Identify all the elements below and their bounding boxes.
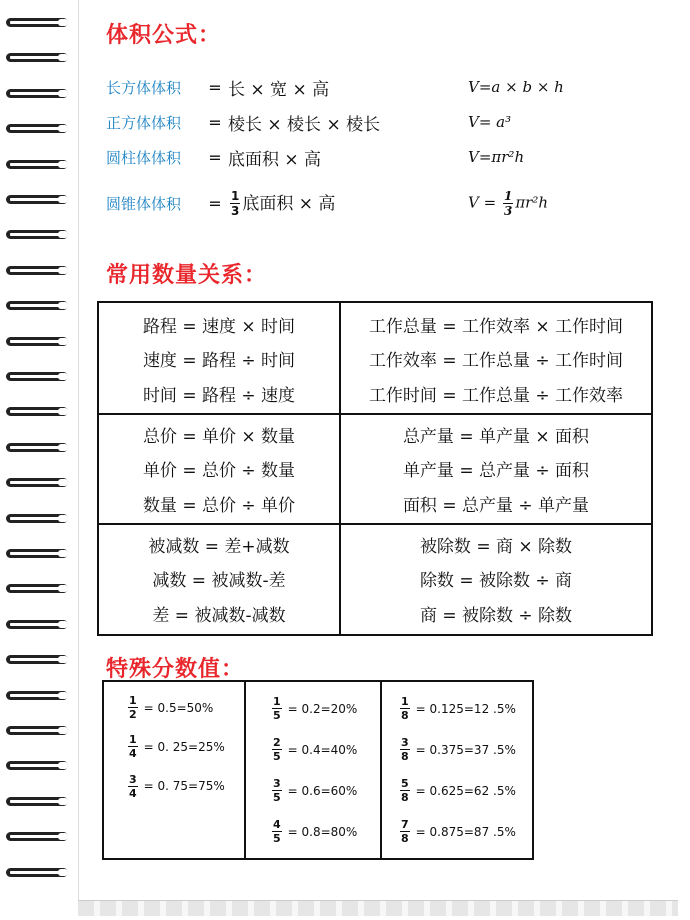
spiral-ring <box>6 549 68 559</box>
fraction <box>272 819 282 844</box>
formula-body-text: 底面积 × 高 <box>242 193 336 214</box>
relation-line: 工作总量 = 工作效率 × 工作时间 <box>368 316 624 337</box>
fraction-column-eighths <box>398 682 530 858</box>
spiral-ring <box>6 160 68 170</box>
fraction-denominator: 8 <box>401 791 409 804</box>
fraction-value: = 0.2=20% <box>287 701 358 716</box>
relation-line: 工作效率 = 工作总量 ÷ 工作时间 <box>368 351 624 372</box>
fraction-denominator: 5 <box>273 791 281 804</box>
formula-row-cube <box>106 107 666 137</box>
relation-line: 被除数 = 商 × 除数 <box>419 536 573 557</box>
relations-table <box>97 301 653 636</box>
table-divider <box>244 682 246 858</box>
relation-line: 单价 = 总价 ÷ 数量 <box>142 461 296 482</box>
formula-symbol <box>468 190 548 217</box>
fraction-denominator: 4 <box>129 786 137 800</box>
fraction-value: = 0.5=50% <box>143 700 214 715</box>
spiral-ring <box>6 655 68 665</box>
fractions-table <box>102 680 534 860</box>
spiral-ring <box>6 726 68 736</box>
spiral-ring <box>6 53 68 63</box>
relation-cell-distance <box>99 307 339 411</box>
table-divider <box>99 413 651 415</box>
relation-line: 减数 = 被减数-差 <box>152 571 286 592</box>
spiral-ring <box>6 478 68 488</box>
equals-sign: = <box>208 112 222 132</box>
spiral-ring <box>6 620 68 630</box>
spiral-ring <box>6 832 68 842</box>
formula-body: 棱长 × 棱长 × 棱长 <box>228 114 381 135</box>
relations-heading: 常用数量关系： <box>106 263 268 288</box>
fraction <box>400 819 410 844</box>
formula-name: 长方体体积 <box>106 78 182 97</box>
relation-cell-subtraction <box>99 527 339 631</box>
fraction <box>400 778 410 803</box>
symbol-text: πr²h <box>515 193 549 211</box>
fraction <box>272 696 282 721</box>
spiral-ring <box>6 443 68 453</box>
relation-cell-division <box>341 527 651 631</box>
formula-body <box>228 189 472 218</box>
formula-body: 底面积 × 高 <box>228 149 322 170</box>
relation-line: 路程 = 速度 × 时间 <box>142 316 296 337</box>
formula-row-cuboid <box>106 72 666 102</box>
relation-cell-work <box>341 307 651 411</box>
relation-line: 时间 = 路程 ÷ 速度 <box>142 386 296 407</box>
spiral-ring <box>6 195 68 205</box>
fraction-item <box>398 733 530 767</box>
fraction-numerator: 3 <box>273 777 281 790</box>
equals-sign: = <box>208 77 222 97</box>
relation-line: 面积 = 总产量 ÷ 单产量 <box>402 496 590 517</box>
fraction-numerator: 1 <box>129 733 137 747</box>
fraction <box>272 778 282 803</box>
spiral-ring <box>6 868 68 878</box>
fraction-numerator: 1 <box>401 695 409 708</box>
equals-sign: = <box>208 193 222 213</box>
spiral-ring <box>6 230 68 240</box>
equals-sign: = <box>208 147 222 167</box>
fraction-denominator: 3 <box>231 204 240 219</box>
relation-line: 被减数 = 差+减数 <box>148 536 290 557</box>
fraction-value: = 0. 25=25% <box>143 739 225 754</box>
fraction-value: = 0.6=60% <box>287 783 358 798</box>
relation-line: 工作时间 = 工作总量 ÷ 工作效率 <box>368 386 624 407</box>
fraction-denominator: 8 <box>401 709 409 722</box>
fraction <box>128 734 138 759</box>
fraction-numerator: 1 <box>231 189 240 204</box>
spiral-ring <box>6 124 68 134</box>
formula-symbol: V=a × b × h <box>468 78 564 96</box>
page-stack-edge <box>78 900 678 916</box>
spiral-ring <box>6 18 68 28</box>
spiral-ring <box>6 584 68 594</box>
fraction-denominator: 5 <box>273 750 281 763</box>
fraction-value: = 0.8=80% <box>287 824 358 839</box>
spiral-ring <box>6 89 68 99</box>
fraction-item <box>398 774 530 808</box>
fraction <box>128 695 138 720</box>
fraction-value: = 0.875=87 .5% <box>415 824 516 839</box>
fraction-value: = 0. 75=75% <box>143 779 225 794</box>
fraction-denominator: 5 <box>273 709 281 722</box>
spiral-ring <box>6 266 68 276</box>
fraction-column-halves-quarters <box>126 682 242 812</box>
fraction-numerator: 4 <box>273 818 281 831</box>
fraction-item <box>270 692 378 726</box>
formula-name: 正方体体积 <box>106 113 182 132</box>
relation-line: 差 = 被减数-减数 <box>152 606 286 627</box>
fraction <box>128 774 138 799</box>
fraction-denominator: 5 <box>273 832 281 845</box>
relation-line: 单产量 = 总产量 ÷ 面积 <box>402 461 590 482</box>
fraction-denominator: 8 <box>401 832 409 845</box>
fraction-item <box>398 692 530 726</box>
fraction-item <box>126 730 242 764</box>
fraction-denominator: 4 <box>129 747 137 761</box>
formula-body: 长 × 宽 × 高 <box>228 79 330 100</box>
fraction <box>503 190 513 217</box>
fraction-numerator: 2 <box>273 736 281 749</box>
fraction-numerator: 3 <box>129 772 137 786</box>
fraction-value: = 0.375=37 .5% <box>415 742 516 757</box>
spiral-ring <box>6 301 68 311</box>
fraction-value: = 0.625=62 .5% <box>415 783 516 798</box>
table-divider <box>99 523 651 525</box>
fraction-denominator: 8 <box>401 750 409 763</box>
relation-line: 总价 = 单价 × 数量 <box>142 426 296 447</box>
fraction-numerator: 3 <box>401 736 409 749</box>
fraction-item <box>270 815 378 849</box>
fraction-denominator: 2 <box>129 708 137 722</box>
fraction-numerator: 5 <box>401 777 409 790</box>
formula-row-cone <box>106 188 666 218</box>
spiral-ring <box>6 407 68 417</box>
fraction-value: = 0.125=12 .5% <box>415 701 516 716</box>
fraction <box>230 190 240 217</box>
fraction <box>272 737 282 762</box>
fraction-item <box>270 774 378 808</box>
spiral-ring <box>6 514 68 524</box>
fraction-item <box>126 691 242 725</box>
symbol-prefix: V = <box>468 193 497 211</box>
spiral-ring <box>6 761 68 771</box>
spiral-ring <box>6 372 68 382</box>
fraction-numerator: 1 <box>273 695 281 708</box>
relation-line: 除数 = 被除数 ÷ 商 <box>419 571 573 592</box>
formula-name: 圆柱体体积 <box>106 148 182 167</box>
fraction-value: = 0.4=40% <box>287 742 358 757</box>
spiral-ring <box>6 797 68 807</box>
fraction-denominator: 3 <box>503 203 513 218</box>
relation-cell-yield <box>341 417 651 521</box>
volume-heading: 体积公式： <box>106 23 222 48</box>
formula-name: 圆锥体体积 <box>106 194 182 213</box>
relation-line: 数量 = 总价 ÷ 单价 <box>142 496 296 517</box>
spiral-ring <box>6 337 68 347</box>
formula-symbol: V=πr²h <box>468 148 525 166</box>
relation-line: 速度 = 路程 ÷ 时间 <box>142 351 296 372</box>
formula-symbol: V= a³ <box>468 113 512 131</box>
formula-row-cylinder <box>106 142 666 172</box>
fraction <box>400 696 410 721</box>
fraction <box>400 737 410 762</box>
fraction-column-fifths <box>270 682 378 858</box>
table-divider <box>380 682 382 858</box>
fraction-item <box>270 733 378 767</box>
fractions-heading: 特殊分数值： <box>106 657 245 682</box>
fraction-item <box>126 769 242 803</box>
relation-line: 总产量 = 单产量 × 面积 <box>402 426 590 447</box>
relation-cell-price <box>99 417 339 521</box>
fraction-numerator: 1 <box>129 694 137 708</box>
fraction-item <box>398 815 530 849</box>
fraction-numerator: 1 <box>503 188 513 203</box>
relation-line: 商 = 被除数 ÷ 除数 <box>419 606 573 627</box>
spiral-ring <box>6 691 68 701</box>
fraction-numerator: 7 <box>401 818 409 831</box>
